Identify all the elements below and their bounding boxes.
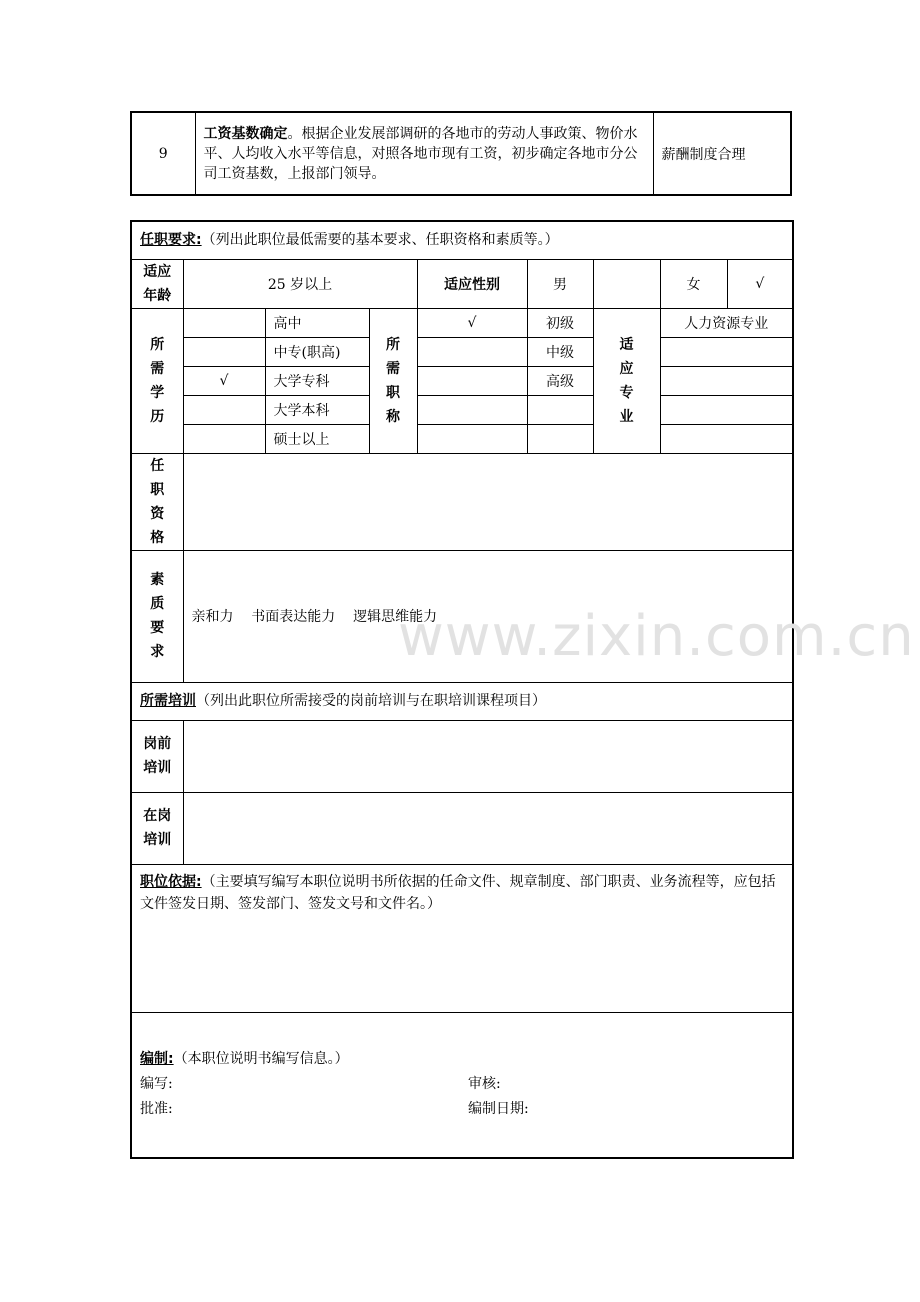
req-header-row [131,221,793,259]
edu-name: 高中 [265,308,369,337]
training-header [131,682,793,720]
age-value: 25 岁以上 [183,259,417,308]
quality-label: 素 质 要 求 [131,550,183,682]
watermark: www.zixin.com.cn [398,604,915,669]
requirements-table [130,220,794,1159]
major-value [660,424,793,453]
age-label: 适应 年龄 [131,259,183,308]
qualification-row [131,453,793,550]
duty-row [131,112,791,195]
major-label: 适 应 专 业 [593,308,660,453]
duty-title: 工资基数确定 [203,125,288,142]
basis-cell [131,864,793,1012]
title-check [417,395,527,424]
edu-row [131,424,793,453]
duty-text: 。根据企业发展部调研的各地市的劳动人事政策、物价水平、人均收入水平等信息，对照各地市现有工资，初步确定各地市分公司工资基数，上报部门领导。 [203,125,638,182]
edu-check [183,308,265,337]
major-value [660,395,793,424]
compile-line-2 [140,1097,784,1122]
quality-value: 亲和力 书面表达能力 逻辑思维能力 [183,550,793,682]
title-name: 初级 [527,308,593,337]
title-name [527,424,593,453]
pre-training-label: 岗前 培训 [131,720,183,792]
edu-row [131,308,793,337]
on-training-row [131,792,793,864]
title-check [417,337,527,366]
compile-title: 编制: [140,1050,174,1067]
req-title: 任职要求: [140,232,202,249]
qualification-label: 任 职 资 格 [131,453,183,550]
edu-name: 硕士以上 [265,424,369,453]
basis-note: （主要填写编写本职位说明书所依据的任命文件、规章制度、部门职责、业务流程等，应包括文件签发日期、签发部门、签发文号和文件名。） [140,873,776,912]
gender-label: 适应性别 [417,259,527,308]
pre-training-row [131,720,793,792]
compile-line-1 [140,1072,784,1097]
duty-table [130,111,792,196]
on-training-value [183,792,793,864]
basis-row [131,864,793,1012]
major-value [660,337,793,366]
training-title: 所需培训 [140,693,196,709]
gender-male-check [593,259,660,308]
edu-name: 大学本科 [265,395,369,424]
edu-name: 中专(职高) [265,337,369,366]
gender-male: 男 [527,259,593,308]
age-gender-row [131,259,793,308]
edu-check [183,395,265,424]
edu-row [131,337,793,366]
training-header-row [131,682,793,720]
title-name: 中级 [527,337,593,366]
title-check: √ [417,308,527,337]
major-value: 人力资源专业 [660,308,793,337]
pre-training-value [183,720,793,792]
req-note: （列出此职位最低需要的基本要求、任职资格和素质等。） [201,232,559,249]
title-label: 所 需 职 称 [369,308,417,453]
title-check [417,366,527,395]
major-value [660,366,793,395]
duty-description [195,112,653,195]
edu-name: 大学专科 [265,366,369,395]
compile-header [140,1047,784,1072]
qualification-value [183,453,793,550]
edu-check: √ [183,366,265,395]
duty-number: 9 [131,112,195,195]
gender-female-check: √ [727,259,793,308]
req-header [131,221,793,259]
duty-result: 薪酬制度合理 [653,112,791,195]
compile-row [131,1012,793,1158]
edu-row [131,395,793,424]
compile-note: （本职位说明书编写信息。） [173,1050,349,1067]
title-check [417,424,527,453]
basis-title: 职位依据: [140,873,202,890]
compile-cell [131,1012,793,1158]
writer-label: 编写: [140,1075,173,1092]
on-training-label: 在岗 培训 [131,792,183,864]
edu-row [131,366,793,395]
edu-check [183,337,265,366]
title-name: 高级 [527,366,593,395]
training-note: （列出此职位所需接受的岗前培训与在职培训课程项目） [196,693,546,709]
date-label: 编制日期: [468,1100,529,1117]
reviewer-label: 审核: [468,1075,501,1092]
edu-check [183,424,265,453]
gender-female: 女 [660,259,727,308]
quality-row [131,550,793,682]
edu-label: 所 需 学 历 [131,308,183,453]
title-name [527,395,593,424]
approver-label: 批准: [140,1100,173,1117]
